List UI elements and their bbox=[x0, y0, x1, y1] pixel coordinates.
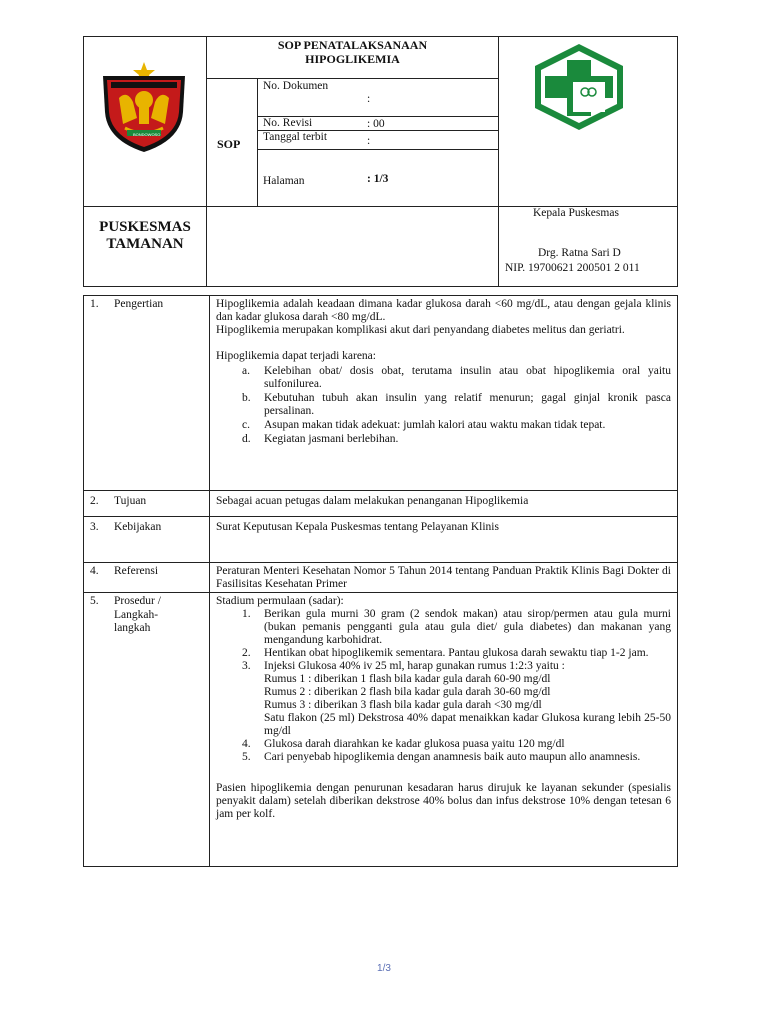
header-divider bbox=[498, 36, 499, 287]
rumus-block bbox=[216, 673, 671, 738]
section-5-label-line: Prosedur / bbox=[114, 595, 161, 607]
section-2-body: Sebagai acuan petugas dalam melakukan penanganan Hipoglikemia bbox=[216, 495, 529, 507]
section-5-label-line: langkah bbox=[114, 622, 151, 634]
section-5-number: 5. bbox=[90, 595, 99, 607]
section-3-number: 3. bbox=[90, 521, 99, 533]
rumus-line: Satu flakon (25 ml) Dekstrosa 40% dapat menaikkan kadar Glukosa kurang lebih 25-50 mg/dl bbox=[264, 712, 671, 737]
section-5-label-line: Langkah- bbox=[114, 608, 159, 621]
section-4-body: Peraturan Menteri Kesehatan Nomor 5 Tahun 2014 tentang Panduan Praktik Klinis Bagi Dokter di Fasilisitas Kesehatan Primer bbox=[216, 565, 671, 590]
header-divider bbox=[206, 78, 498, 79]
rumus-line: Rumus 1 : diberikan 1 flash bila kadar gula darah 60-90 mg/dl bbox=[264, 673, 551, 685]
organization-name-line-2: TAMANAN bbox=[106, 236, 184, 252]
list-item: d. Kegiatan jasmani berlebihan. bbox=[242, 433, 399, 445]
list-item: c. Asupan makan tidak adekuat: jumlah kalori atau waktu makan tidak tepat. bbox=[242, 419, 606, 431]
organization-name bbox=[84, 219, 206, 253]
kepala-label: Kepala Puskesmas bbox=[533, 207, 619, 219]
list-item: 1. Berikan gula murni 30 gram (2 sendok makan) atau sirop/permen atau gula murni (bukan pemanis pengganti gula atau gula diet/ gula diabetes) dan makanan yang mengandung karbohidrat. bbox=[242, 608, 671, 646]
procedure-steps bbox=[216, 608, 671, 673]
field-value-no-dokumen: : bbox=[367, 93, 371, 105]
section-1-number: 1. bbox=[90, 298, 99, 310]
content-divider bbox=[209, 295, 210, 867]
content-divider bbox=[83, 490, 678, 491]
document-title bbox=[207, 38, 498, 66]
kepala-name: Drg. Ratna Sari D bbox=[538, 247, 621, 259]
rumus-line: Rumus 2 : diberikan 2 flash bila kadar gula darah 30-60 mg/dl bbox=[264, 686, 551, 698]
organization-name-line-1: PUSKESMAS bbox=[99, 219, 191, 235]
section-4-number: 4. bbox=[90, 565, 99, 577]
list-item: 5. Cari penyebab hipoglikemia dengan anamnesis baik auto maupun allo anamnesis. bbox=[242, 751, 641, 763]
section-4-label: Referensi bbox=[114, 565, 159, 577]
section-5-intro: Stadium permulaan (sadar): bbox=[216, 595, 344, 607]
field-value-tanggal-terbit: : bbox=[367, 135, 371, 147]
page-number: 1/3 bbox=[377, 963, 391, 974]
section-5-body bbox=[216, 595, 671, 821]
content-divider bbox=[83, 516, 678, 517]
list-item: 4. Glukosa darah diarahkan ke kadar glukosa puasa yaitu 120 mg/dl bbox=[242, 738, 565, 750]
sop-label: SOP bbox=[217, 137, 241, 151]
title-line-1: SOP PENATALAKSANAAN bbox=[277, 38, 428, 52]
field-label-no-dokumen: No. Dokumen bbox=[263, 80, 329, 92]
regency-logo bbox=[97, 58, 191, 154]
field-label-halaman: Halaman bbox=[263, 175, 305, 187]
section-1-causes-intro: Hipoglikemia dapat terjadi karena: bbox=[216, 350, 376, 362]
procedure-steps-continued bbox=[216, 738, 671, 764]
section-3-label: Kebijakan bbox=[114, 521, 162, 533]
field-value-halaman: : 1/3 bbox=[367, 173, 389, 185]
list-item: 3. Injeksi Glukosa 40% iv 25 ml, harap gunakan rumus 1:2:3 yaitu : bbox=[242, 660, 565, 672]
section-2-label: Tujuan bbox=[114, 495, 147, 507]
list-item: b. Kebutuhan tubuh akan insulin yang relatif menurun; gagal ginjal kronik pasca persalinan. bbox=[242, 392, 671, 417]
section-3-body: Surat Keputusan Kepala Puskesmas tentang Pelayanan Klinis bbox=[216, 521, 499, 533]
list-item: a. Kelebihan obat/ dosis obat, terutama insulin atau obat hipoglikemia oral yaitu sulfonilurea. bbox=[242, 365, 671, 390]
puskesmas-logo bbox=[531, 42, 627, 132]
field-label-tanggal-terbit: Tanggal terbit bbox=[263, 131, 328, 143]
header-divider bbox=[257, 149, 498, 150]
field-value-no-revisi: : 00 bbox=[367, 118, 385, 130]
regency-logo-text: BONDOWOSO bbox=[133, 132, 161, 137]
content-divider bbox=[83, 562, 678, 563]
header-divider bbox=[206, 36, 207, 287]
content-divider bbox=[83, 592, 678, 593]
header-divider bbox=[257, 78, 258, 207]
section-1-body bbox=[216, 298, 671, 446]
field-label-no-revisi: No. Revisi bbox=[263, 117, 313, 129]
kepala-nip: NIP. 19700621 200501 2 011 bbox=[505, 262, 640, 274]
title-line-2: HIPOGLIKEMIA bbox=[305, 52, 400, 66]
section-1-paragraph: Hipoglikemia adalah keadaan dimana kadar glukosa darah <60 mg/dL, atau dengan gejala klinis dan kadar glukosa darah <80 mg/dL. bbox=[216, 298, 671, 323]
section-1-paragraph: Hipoglikemia merupakan komplikasi akut dari penyandang diabetes melitus dan geriatri. bbox=[216, 324, 625, 336]
causes-list bbox=[216, 365, 671, 446]
rumus-line: Rumus 3 : diberikan 3 flash bila kadar gula darah <30 mg/dl bbox=[264, 699, 542, 711]
section-2-number: 2. bbox=[90, 495, 99, 507]
section-1-label: Pengertian bbox=[114, 298, 164, 310]
section-5-closing: Pasien hipoglikemia dengan penurunan kesadaran harus dirujuk ke layanan sekunder (spesialis penyakit dalam) setelah diberikan dekstrose 40% bolus dan infus dekstrose 10% dengan tetesan 6 jam per kolf. bbox=[216, 782, 671, 820]
section-5-label bbox=[114, 595, 161, 636]
list-item: 2. Hentikan obat hipoglikemik sementara. Pantau glukosa darah sewaktu tiap 1-2 jam. bbox=[242, 647, 649, 659]
